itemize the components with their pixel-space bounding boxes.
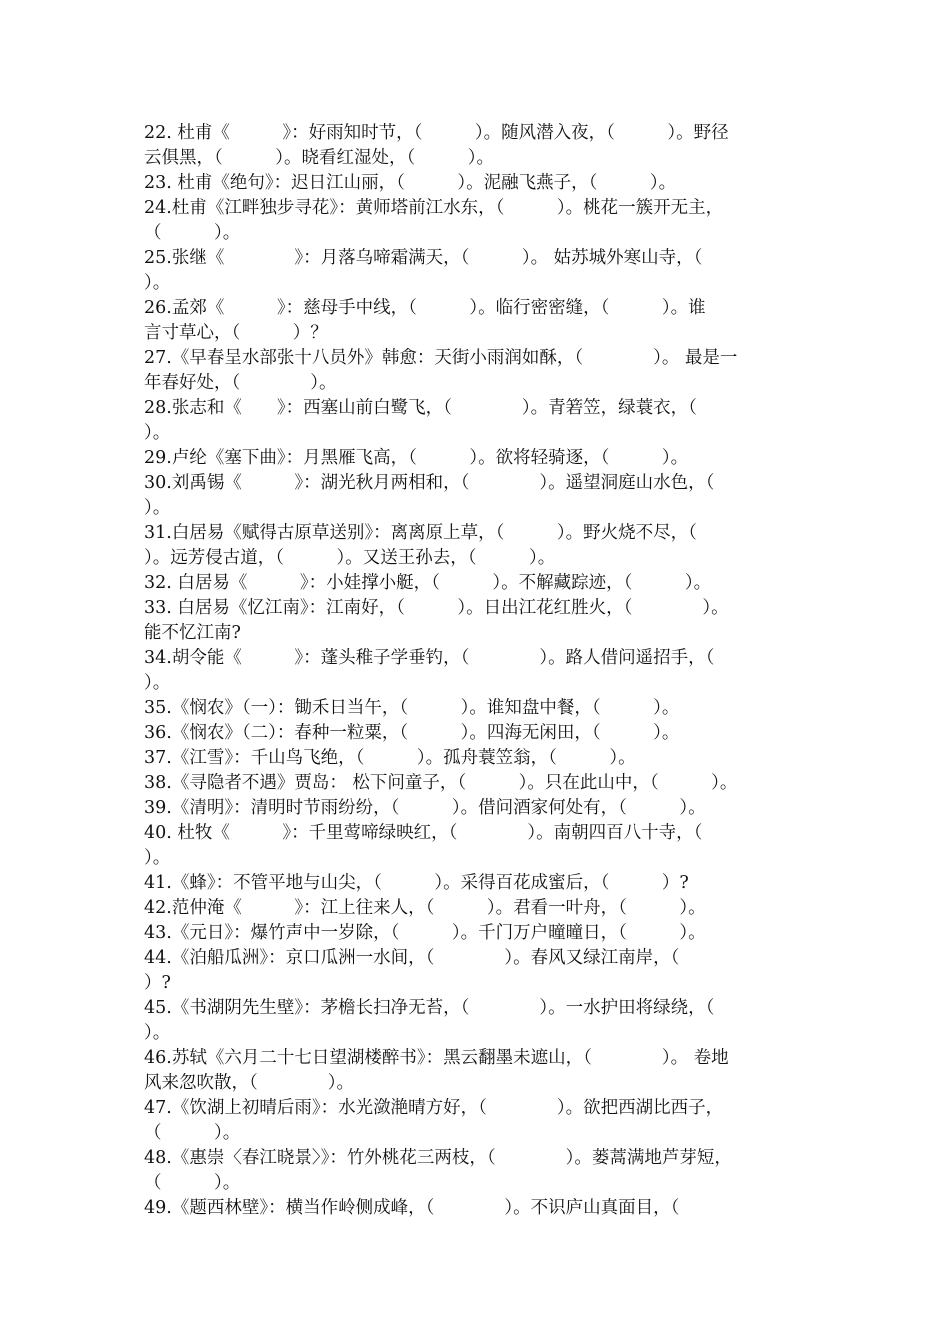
text-line: 24.杜甫《江畔独步寻花》：黄师塔前江水东，（ ）。桃花一簇开无主， (144, 198, 724, 218)
text-line: 39.《清明》：清明时节雨纷纷，（ ）。借问酒家何处有，（ ）。 (144, 798, 706, 818)
text-line: ）。远芳侵古道，（ ）。又送王孙去，（ ）。 (144, 548, 556, 568)
text-line: 26.孟郊《 》：慈母手中线，（ ）。临行密密缝，（ ）。谁 (144, 298, 706, 318)
text-line: 言寸草心，（ ）？ (144, 323, 328, 343)
text-line: ）? (144, 973, 171, 993)
text-line: （ ）。 (144, 1173, 241, 1193)
text-line: 风来忽吹散，（ ）。 (144, 1073, 354, 1093)
text-line: 23. 杜甫《绝句》：迟日江山丽，（ ）。泥融飞燕子，（ ）。 (144, 173, 677, 193)
text-line: 40. 杜牧《 》：千里莺啼绿映红，（ ）。南朝四百八十寺，（ (144, 823, 703, 843)
text-line: 35.《悯农》（一）：锄禾日当午，（ ）。谁知盘中餐，（ ）。 (144, 698, 680, 718)
document-page (144, 121, 808, 1246)
text-line: 48.《惠崇〈春江晓景〉》：竹外桃花三两枝，（ ）。蒌蒿满地芦芽短， (144, 1148, 732, 1168)
text-line: 30.刘禹锡《 》：湖光秋月两相和，（ ）。遥望洞庭山水色，（ (144, 473, 715, 493)
text-line: ）。 (144, 423, 171, 443)
text-line: 41.《蜂》：不管平地与山尖，（ ）。采得百花成蜜后，（ ）? (144, 873, 689, 893)
text-line: 28.张志和《 》：西塞山前白鹭飞，（ ）。青箬笠，绿蓑衣，（ (144, 398, 697, 418)
text-line: 29.卢纶《塞下曲》：月黑雁飞高，（ ）。欲将轻骑逐，（ ）。 (144, 448, 689, 468)
text-line: ）。 (144, 848, 171, 868)
text-line: （ ）。 (144, 1123, 241, 1143)
text-line: 云俱黑，（ ）。晓看红湿处，（ ）。 (144, 148, 494, 168)
text-line: 44.《泊船瓜洲》：京口瓜洲一水间，（ ）。春风又绿江南岸，（ (144, 948, 680, 968)
text-line: 25.张继《 》：月落乌啼霜满天，（ ）。 姑苏城外寒山寺，（ (144, 248, 703, 268)
text-line: 32. 白居易《 》：小娃撑小艇，（ ）。不解藏踪迹，（ ）。 (144, 573, 712, 593)
text-line: 22. 杜甫《 》：好雨知时节，（ ）。随风潜入夜，（ ）。野径 (144, 123, 729, 143)
text-line: 46.苏轼《六月二十七日望湖楼醉书》：黑云翻墨未遮山，（ ）。 卷地 (144, 1048, 729, 1068)
text-line: 33. 白居易《忆江南》：江南好，（ ）。日出江花红胜火，（ ）。 (144, 598, 729, 618)
text-line: 47.《饮湖上初晴后雨》：水光潋滟晴方好，（ ）。欲把西湖比西子， (144, 1098, 724, 1118)
text-line: 31.白居易《赋得古原草送别》：离离原上草，（ ）。野火烧不尽，（ (144, 523, 697, 543)
text-line: 能不忆江南? (144, 623, 241, 643)
text-line: ）。 (144, 273, 171, 293)
text-line: ）。 (144, 498, 171, 518)
text-line: 37.《江雪》：千山鸟飞绝，（ ）。孤舟蓑笠翁，（ ）。 (144, 748, 636, 768)
text-line: 36.《悯农》（二）：春种一粒粟，（ ）。四海无闲田，（ ）。 (144, 723, 680, 743)
text-line (144, 1221, 808, 1246)
text-line: 49.《题西林壁》：横当作岭侧成峰，（ ）。不识庐山真面目，（ (144, 1198, 680, 1218)
text-line: 27.《早春呈水部张十八员外》韩愈：天街小雨润如酥，（ ）。 最是一 (144, 348, 738, 368)
text-line: （ ）。 (144, 223, 241, 243)
text-line: 年春好处，（ ）。 (144, 373, 337, 393)
text-line: 42.范仲淹《 》：江上往来人，（ ）。君看一叶舟，（ ）。 (144, 898, 706, 918)
text-line: 38.《寻隐者不遇》贾岛： 松下问童子，（ ）。只在此山中，（ ）。 (144, 773, 738, 793)
text-line: ）。 (144, 673, 171, 693)
text-line: 43.《元日》：爆竹声中一岁除，（ ）。千门万户曈曈日，（ ）。 (144, 923, 706, 943)
text-line: 45.《书湖阴先生壁》：茅檐长扫净无苔，（ ）。一水护田将绿绕，（ (144, 998, 715, 1018)
text-line: 34.胡令能《 》：蓬头稚子学垂钓，（ ）。路人借问遥招手，（ (144, 648, 715, 668)
text-line: ）。 (144, 1023, 171, 1043)
